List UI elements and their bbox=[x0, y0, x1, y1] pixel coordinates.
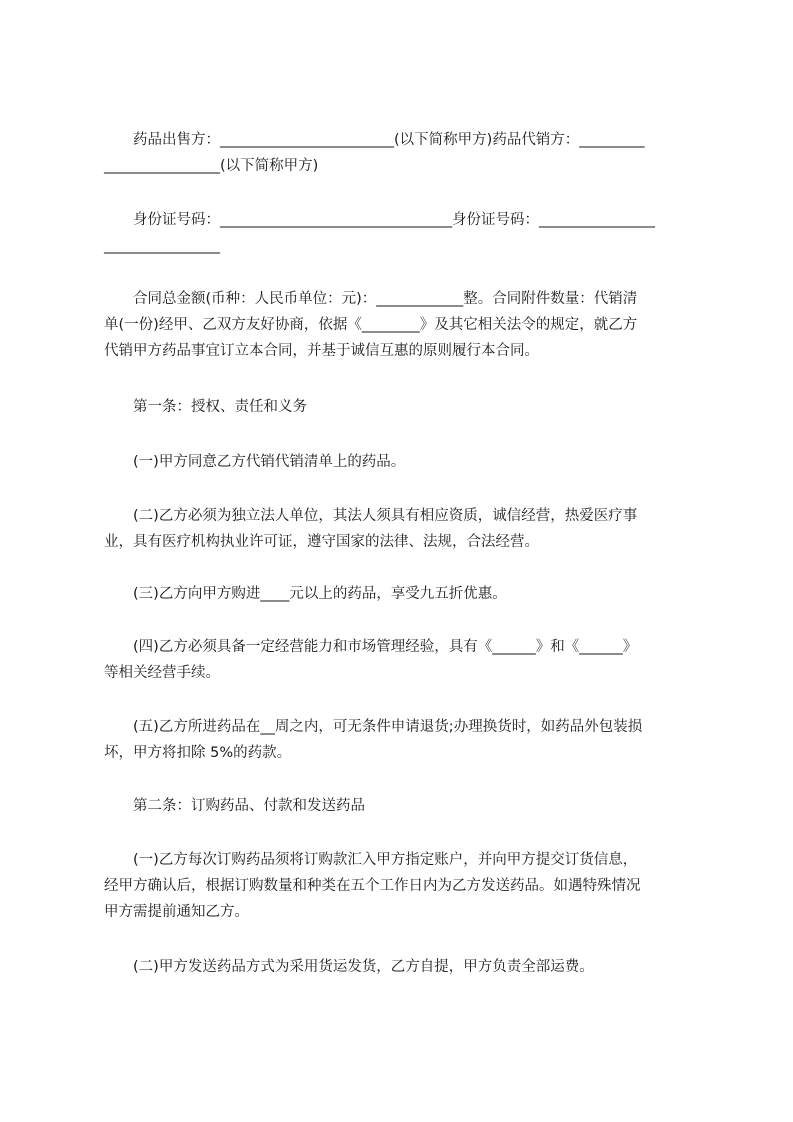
text-line: 身份证号码：________________________________身份证号码：________________ bbox=[104, 212, 655, 228]
article-1-item-3-paragraph bbox=[104, 581, 704, 607]
text-line: (三)乙方向甲方购进____元以上的药品，享受九五折优惠。 bbox=[104, 586, 507, 602]
text-line: (一)乙方每次订购药品须将订购款汇入甲方指定账户，并向甲方提交订货信息， bbox=[104, 852, 638, 868]
article-2-item-2-paragraph bbox=[104, 954, 704, 980]
article-2-heading bbox=[104, 793, 704, 819]
article-2-item-1-paragraph bbox=[104, 847, 704, 925]
text-line: 甲方需提前通知乙方。 bbox=[104, 904, 249, 920]
text-line: 单(一份)经甲、乙双方友好协商，依据《________》及其它相关法令的规定，就乙方 bbox=[104, 317, 638, 333]
text-line: ________________(以下简称甲方) bbox=[104, 158, 319, 174]
contract-amount-paragraph bbox=[104, 286, 704, 364]
text-line: 等相关经营手续。 bbox=[104, 665, 220, 681]
article-1-item-4-paragraph bbox=[104, 634, 704, 686]
text-line: 业，具有医疗机构执业许可证，遵守国家的法律、法规，合法经营。 bbox=[104, 534, 539, 550]
text-line: 代销甲方药品事宜订立本合同，并基于诚信互惠的原则履行本合同。 bbox=[104, 343, 539, 359]
text-line: (二)乙方必须为独立法人单位，其法人须具有相应资质，诚信经营，热爱医疗事 bbox=[104, 508, 638, 524]
seller-line-paragraph bbox=[104, 127, 704, 179]
section-heading: 第二条：订购药品、付款和发送药品 bbox=[104, 798, 365, 814]
text-line: ________________ bbox=[104, 238, 220, 254]
article-1-item-5-paragraph bbox=[104, 714, 704, 766]
section-heading: 第一条：授权、责任和义务 bbox=[104, 399, 307, 415]
text-line: (一)甲方同意乙方代销代销清单上的药品。 bbox=[104, 454, 406, 470]
text-line: 经甲方确认后，根据订购数量和种类在五个工作日内为乙方发送药品。如遇特殊情况 bbox=[104, 878, 641, 894]
text-line: 坏，甲方将扣除 5%的药款。 bbox=[104, 745, 292, 761]
text-line: (四)乙方必须具备一定经营能力和市场管理经验，具有《______》和《______》 bbox=[104, 639, 638, 655]
text-line: (二)甲方发送药品方式为采用货运发货，乙方自提，甲方负责全部运费。 bbox=[104, 959, 594, 975]
text-line: 合同总金额(币种：人民币单位：元)：____________整。合同附件数量：代销清 bbox=[104, 291, 638, 307]
article-1-item-2-paragraph bbox=[104, 503, 704, 555]
id-number-paragraph bbox=[104, 207, 704, 259]
article-1-item-1-paragraph bbox=[104, 449, 704, 475]
text-line: 药品出售方：________________________(以下简称甲方)药品代销方：_________ bbox=[104, 132, 645, 148]
article-1-heading bbox=[104, 394, 704, 420]
text-line: (五)乙方所进药品在__周之内，可无条件申请退货;办理换货时，如药品外包装损 bbox=[104, 719, 643, 735]
